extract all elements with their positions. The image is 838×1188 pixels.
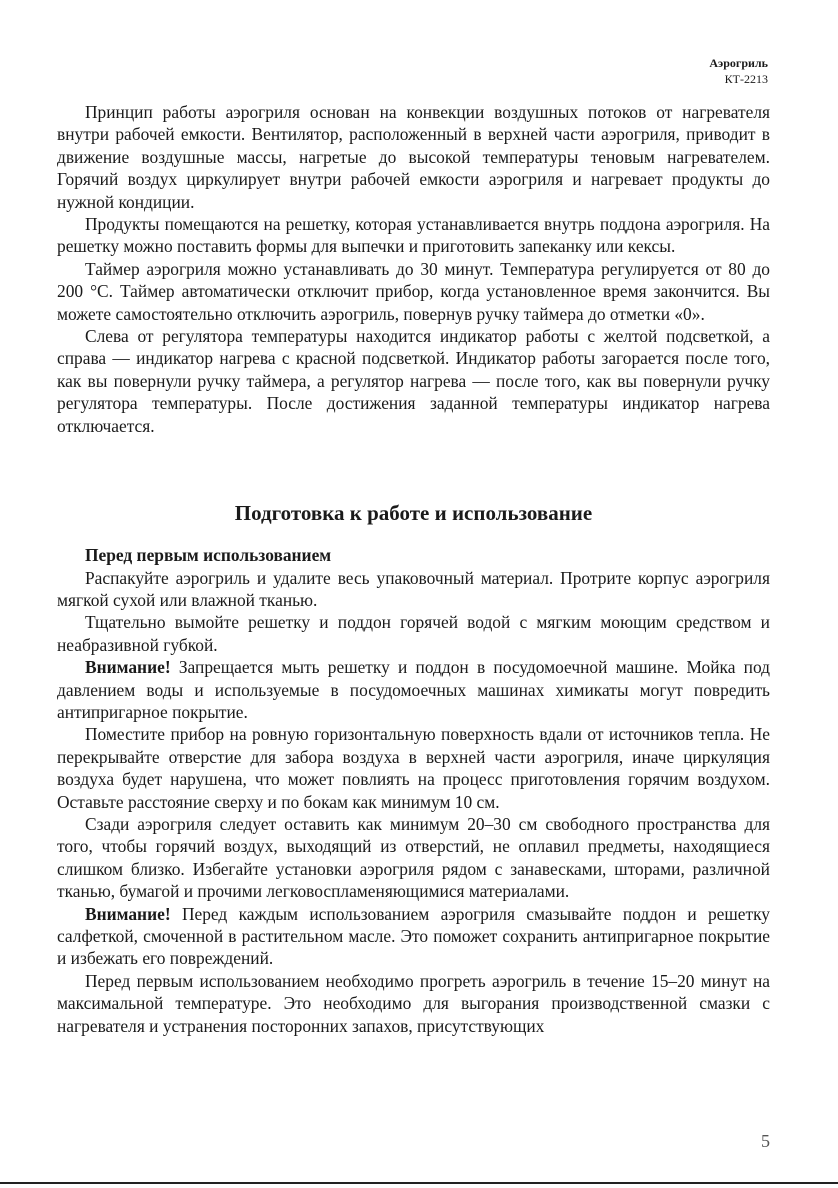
body-paragraph [57, 723, 770, 813]
intro-paragraph: Принцип работы аэрогриля основан на конвекции воздушных потоков от нагревателя внутри рабочей емкости. Вентилятор, расположенный в верхней части аэрогриля, приводит в движение воздушные массы, нагретые до высокой температуры теновым нагревателем. Горячий воздух циркулирует внутри рабочей емкости аэрогриля и нагревает продукты до нужной кондиции. [57, 102, 770, 212]
running-header [709, 55, 768, 87]
body-paragraph [57, 567, 770, 612]
section-title: Подготовка к работе и использование [234, 501, 593, 526]
intro-paragraph: Слева от регулятора температуры находится индикатор работы с желтой подсветкой, а справа — индикатор нагрева с красной подсветкой. Индикатор работы загорается после того, как вы повернули ручку таймера, а регулятор нагрева — после того, как вы повернули ручку регулятора температуры. После достижения заданной температуры индикатор нагрева отключается. [57, 326, 770, 436]
body-paragraph [57, 813, 770, 903]
bottom-divider [0, 1182, 838, 1184]
intro-paragraph: Таймер аэрогриля можно устанавливать до 30 минут. Температура регулируется от 80 до 200 °С. Таймер автоматически отключит прибор, когда установленное время закончится. Вы можете самостоятельно отключить аэрогриль, повернув ручку таймера до отметки «0». [57, 258, 770, 324]
paragraph-text: Сзади аэрогриля следует оставить как минимум 20–30 см свободного пространства для того, чтобы горячий воздух, выходящий из отверстий, не оплавил предметы, находящиеся слишком близко. Избегайте установки аэрогриля рядом с занавесками, шторами, различной тканью, бумагой и прочими легковоспламеняющимися материалами. [57, 813, 770, 902]
page-number: 5 [761, 1131, 770, 1151]
paragraph-text: Перед каждым использованием аэрогриля смазывайте поддон и решетку салфеткой, смоченной в растительном масле. Это поможет сохранить антипригарное покрытие и избежать его повреждений. [57, 903, 770, 969]
warning-label: Внимание! [85, 903, 171, 924]
header-model-number: КТ-2213 [724, 72, 768, 86]
paragraph-text: Тщательно вымойте решетку и поддон горячей водой с мягким моющим средством и неабразивной губкой. [57, 612, 770, 655]
body-paragraph [57, 611, 770, 656]
paragraph-text: Перед первым использованием необходимо прогреть аэрогриль в течение 15–20 минут на максимальной температуре. Это необходимо для выгорания производственной смазки с нагревателя и устранения посторонних запахов, присутствующих [57, 970, 770, 1036]
paragraph-text: Распакуйте аэрогриль и удалите весь упаковочный материал. Протрите корпус аэрогриля мягкой сухой или влажной тканью. [57, 567, 770, 610]
header-product-name: Аэрогриль [709, 56, 768, 70]
warning-label: Внимание! [85, 657, 171, 678]
warning-paragraph [57, 903, 770, 970]
paragraph-text: Поместите прибор на ровную горизонтальную поверхность вдали от источников тепла. Не перекрывайте отверстие для забора воздуха в верхней части аэрогриля, иначе циркуляция воздуха будет нарушена, что может повлиять на процесс приготовления горячим воздухом. Оставьте расстояние сверху и по бокам как минимум 10 см. [57, 724, 770, 812]
body-paragraph [57, 970, 770, 1037]
intro-paragraph: Продукты помещаются на решетку, которая устанавливается внутрь поддона аэрогриля. На решетку можно поставить формы для выпечки и приготовить запеканку или кексы. [57, 214, 770, 257]
subheading: Перед первым использованием [85, 545, 332, 566]
warning-paragraph [57, 656, 770, 723]
page-body [57, 101, 770, 1037]
paragraph-text: Запрещается мыть решетку и поддон в посудомоечной машине. Мойка под давлением воды и используемые в посудомоечных машинах химикаты могут повредить антипригарное покрытие. [57, 657, 770, 722]
